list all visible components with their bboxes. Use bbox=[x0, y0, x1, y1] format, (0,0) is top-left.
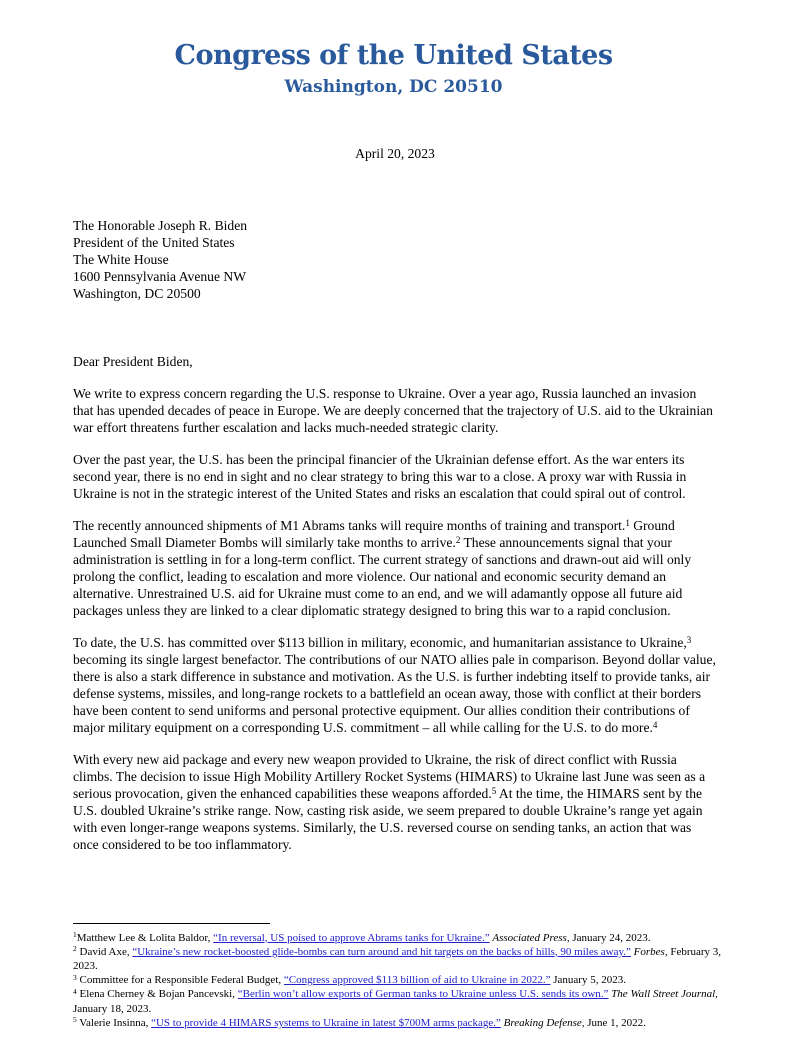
citation-link[interactable]: “In reversal, US poised to approve Abrams tanks for Ukraine.” bbox=[213, 931, 490, 944]
footnote-ref: 1 bbox=[625, 517, 630, 528]
body-paragraph-2: Over the past year, the U.S. has been the principal financier of the Ukrainian defense effort. As the war enters its second year, there is no end in sight and no clear strategy to bring this war to a close. A proxy war with Russia in Ukraine is not in the strategic interest of the United States and risks an escalation that could spiral out of control. bbox=[73, 452, 687, 501]
recipient-line: President of the United States bbox=[73, 235, 235, 250]
footnote-1: $^1$Matthew Lee & Lolita Baldor, “In reversal, US poised to approve Abrams tanks for Ukraine.” Associated Press, January 24, 2023. bbox=[73, 930, 651, 944]
recipient-address-block bbox=[73, 217, 717, 302]
footnote-ref: 2 bbox=[73, 944, 77, 954]
publication-name: Forbes bbox=[633, 945, 665, 958]
citation-link[interactable]: “Congress approved $113 billion of aid to Ukraine in 2022.” bbox=[283, 974, 551, 987]
footnote-ref: 4 bbox=[73, 987, 77, 997]
body-paragraph-3: The recently announced shipments of M1 Abrams tanks will require months of training and transport.$^1$ Ground Launched Small Diameter Bombs will similarly take months to arrive.$^2$ These announcements signal that your administration is settling in for a long-term conflict. The current strategy of sanctions and drawn-out aid will only prolong the conflict, leading to escalation and more violence. Our national and economic security demand an alternative. Unrestrained U.S. aid for Ukraine must come to an end, and we will adamantly oppose all future aid packages unless they are linked to a clear diplomatic strategy designed to bring this war to a rapid conclusion. bbox=[73, 517, 692, 618]
footnote-ref: 1 bbox=[73, 930, 77, 940]
citation-link[interactable]: “Berlin won’t allow exports of German tanks to Ukraine unless U.S. sends its own.” bbox=[237, 988, 609, 1001]
body-paragraph-1: We write to express concern regarding the U.S. response to Ukraine. Over a year ago, Russia launched an invasion that has upended decades of peace in Europe. We are deeply concerned that the trajectory of U.S. aid to the Ukrainian war effort threatens further escalation and lacks much-needed strategic clarity. bbox=[73, 386, 713, 435]
footnote-ref: 3 bbox=[73, 972, 77, 982]
recipient-line: 1600 Pennsylvania Avenue NW bbox=[73, 269, 247, 284]
footnote-separator bbox=[73, 923, 270, 924]
letter-date: April 20, 2023 bbox=[355, 146, 435, 161]
publication-name: Breaking Defense bbox=[503, 1016, 582, 1029]
footnote-3: $^3$ Committee for a Responsible Federal Budget, “Congress approved $113 billion of aid to Ukraine in 2022.” January 5, 2023. bbox=[73, 972, 626, 987]
footnote-area bbox=[73, 923, 727, 1030]
body-paragraph-4: To date, the U.S. has committed over $113 billion in military, economic, and humanitarian assistance to Ukraine,$^3$ becoming its single largest benefactor. The contributions of our NATO allies pale in comparison. Beyond dollar value, there is also a stark difference in substance and motivation. As the U.S. is further indebting itself to provide tanks, air defense systems, missiles, and long-range rockets to a battlefield an ocean away, those with conflict at their borders have been content to send uniforms and personal protective equipment. Our allies condition their contributions of major military equipment on a corresponding U.S. commitment – all while calling for the U.S. to do more.$^4$ bbox=[73, 634, 716, 735]
footnote-ref: 3 bbox=[686, 634, 692, 645]
footnote-ref: 5 bbox=[73, 1015, 77, 1025]
footnote-4: $^4$ Elena Cherney & Bojan Pancevski, “Berlin won’t allow exports of German tanks to Ukraine unless U.S. sends its own.” The Wall Street Journal, January 18, 2023. bbox=[73, 987, 718, 1015]
footnote-ref: 2 bbox=[455, 534, 461, 545]
letterhead-subtitle: Washington, DC 20510 bbox=[284, 77, 503, 97]
publication-name: The Wall Street Journal bbox=[611, 988, 716, 1001]
publication-name: Associated Press bbox=[492, 931, 567, 944]
footnote-5: $^5$ Valerie Insinna, “US to provide 4 HIMARS systems to Ukraine in latest $700M arms package.” Breaking Defense, June 1, 2022. bbox=[73, 1015, 646, 1029]
footnote-ref: 4 bbox=[652, 719, 658, 730]
citation-link[interactable]: “US to provide 4 HIMARS systems to Ukraine in latest $700M arms package.” bbox=[151, 1016, 501, 1029]
citation-link[interactable]: “Ukraine’s new rocket-boosted glide-bombs can turn around and hit targets on the backs of hills, 90 miles away.” bbox=[132, 945, 631, 958]
letterhead-title: Congress of the United States bbox=[174, 40, 613, 71]
letter-content bbox=[0, 145, 787, 853]
recipient-line: Washington, DC 20500 bbox=[73, 286, 201, 301]
footnote-2: $^2$ David Axe, “Ukraine’s new rocket-boosted glide-bombs can turn around and hit targets on the backs of hills, 90 miles away.” Forbes, February 3, 2023. bbox=[73, 944, 722, 972]
salutation: Dear President Biden, bbox=[73, 354, 193, 369]
footnote-ref: 5 bbox=[491, 785, 497, 796]
letterhead bbox=[0, 0, 787, 98]
body-paragraph-5: With every new aid package and every new weapon provided to Ukraine, the risk of direct conflict with Russia climbs. The decision to issue High Mobility Artillery Rocket Systems (HIMARS) to Ukraine last June was seen as a serious provocation, given the enhanced capabilities these weapons afforded.$^5$ At the time, the HIMARS sent by the U.S. doubled Ukraine’s strike range. Now, casting risk aside, we seem prepared to double Ukraine’s range yet again with even longer-range weapons systems. Similarly, the U.S. reversed course on sending tanks, an action that was once considered to be too inflammatory. bbox=[73, 752, 706, 852]
recipient-line: The White House bbox=[73, 252, 169, 267]
recipient-line: The Honorable Joseph R. Biden bbox=[73, 218, 248, 233]
